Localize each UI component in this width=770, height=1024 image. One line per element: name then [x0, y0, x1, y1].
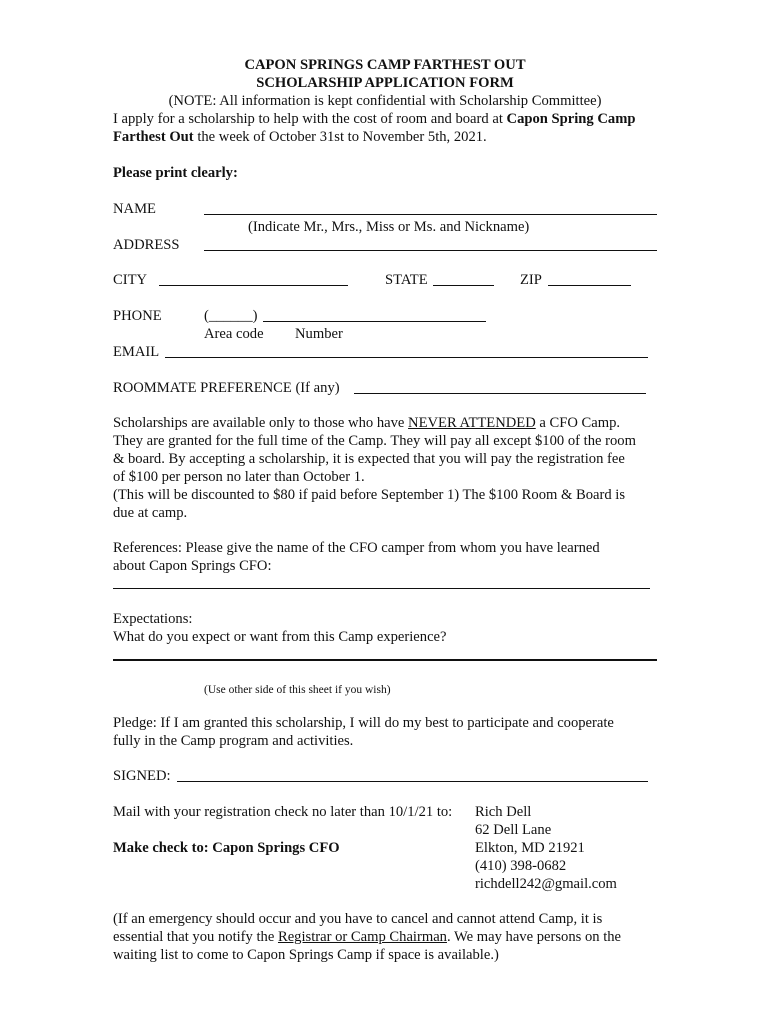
never-attended-emphasis: NEVER ATTENDED [408, 415, 536, 431]
pledge-line2: fully in the Camp program and activities. [113, 733, 354, 749]
scholarship-line6: due at camp. [113, 505, 188, 521]
number-caption: Number [295, 326, 343, 342]
scholarship-line1 [113, 414, 620, 432]
intro-line1 [113, 110, 635, 128]
references-field[interactable] [113, 588, 650, 589]
area-code-caption: Area code [204, 326, 264, 342]
expectations-field[interactable] [113, 659, 657, 661]
signed-label: SIGNED: [113, 768, 171, 784]
state-field[interactable] [433, 285, 494, 286]
name-label: NAME [113, 201, 156, 217]
make-check-to: Make check to: Capon Springs CFO [113, 840, 340, 856]
state-label: STATE [385, 272, 428, 288]
form-title-line2: SCHOLARSHIP APPLICATION FORM [256, 75, 514, 91]
scholarship-line3: & board. By accepting a scholarship, it is expected that you will pay the registration fee [113, 451, 625, 467]
phone-number-field[interactable] [263, 321, 486, 322]
registrar-emphasis: Registrar or Camp Chairman [277, 929, 447, 945]
intro-camp-name-cont: Farthest Out [113, 129, 194, 145]
emergency-line2 [113, 928, 621, 946]
city-label: CITY [113, 272, 148, 288]
scholarship-line5: (This will be discounted to $80 if paid before September 1) The $100 Room & Board is [113, 487, 626, 503]
print-clearly-instruction: Please print clearly: [113, 165, 238, 181]
scholarship-line2: They are granted for the full time of the Camp. They will pay all except $100 of the room [113, 433, 636, 449]
pledge-line1: Pledge: If I am granted this scholarship, I will do my best to participate and cooperate [113, 715, 614, 731]
use-other-side-note: (Use other side of this sheet if you wish) [204, 684, 391, 696]
mail-address-email: richdell242@gmail.com [475, 876, 617, 892]
expectations-question: What do you expect or want from this Camp experience? [113, 629, 447, 645]
emergency-line3: waiting list to come to Capon Springs Camp if space is available.) [113, 947, 499, 963]
address-label: ADDRESS [113, 237, 180, 253]
intro-text2: the week of October 31st to November 5th, 2021. [193, 129, 487, 145]
email-label: EMAIL [113, 344, 160, 360]
email-field[interactable] [165, 357, 648, 358]
phone-label: PHONE [113, 308, 162, 324]
emergency-line1: (If an emergency should occur and you have to cancel and cannot attend Camp, it is [113, 911, 603, 927]
intro-text1: I apply for a scholarship to help with the cost of room and board at [113, 111, 507, 127]
confidential-note: (NOTE: All information is kept confidential with Scholarship Committee) [168, 93, 602, 109]
roommate-field[interactable] [354, 393, 646, 394]
address-field[interactable] [204, 250, 657, 251]
intro-line2 [113, 128, 487, 146]
intro-camp-name: Capon Spring Camp [506, 111, 636, 127]
emergency-text-cont: . We may have persons on the [446, 929, 622, 945]
phone-area-code-field[interactable]: (______) [204, 308, 258, 324]
name-field[interactable] [204, 214, 657, 215]
emergency-text: essential that you notify the [113, 929, 278, 945]
references-line2: about Capon Springs CFO: [113, 558, 272, 574]
zip-label: ZIP [520, 272, 542, 288]
signature-field[interactable] [177, 781, 648, 782]
city-field[interactable] [159, 285, 348, 286]
mail-address-name: Rich Dell [475, 804, 532, 820]
mail-instruction: Mail with your registration check no later than 10/1/21 to: [113, 804, 453, 820]
mail-address-street: 62 Dell Lane [475, 822, 552, 838]
mail-address-phone: (410) 398-0682 [475, 858, 567, 874]
name-hint: (Indicate Mr., Mrs., Miss or Ms. and Nickname) [248, 219, 530, 235]
scholarship-text: Scholarships are available only to those who have [113, 415, 409, 431]
zip-field[interactable] [548, 285, 631, 286]
expectations-heading: Expectations: [113, 611, 193, 627]
form-title-line1: CAPON SPRINGS CAMP FARTHEST OUT [244, 57, 526, 73]
references-line1: References: Please give the name of the CFO camper from whom you have learned [113, 540, 600, 556]
roommate-label: ROOMMATE PREFERENCE (If any) [113, 380, 340, 396]
scholarship-text-cont: a CFO Camp. [535, 415, 621, 431]
mail-address-city: Elkton, MD 21921 [475, 840, 585, 856]
scholarship-line4: of $100 per person no later than October 1. [113, 469, 365, 485]
